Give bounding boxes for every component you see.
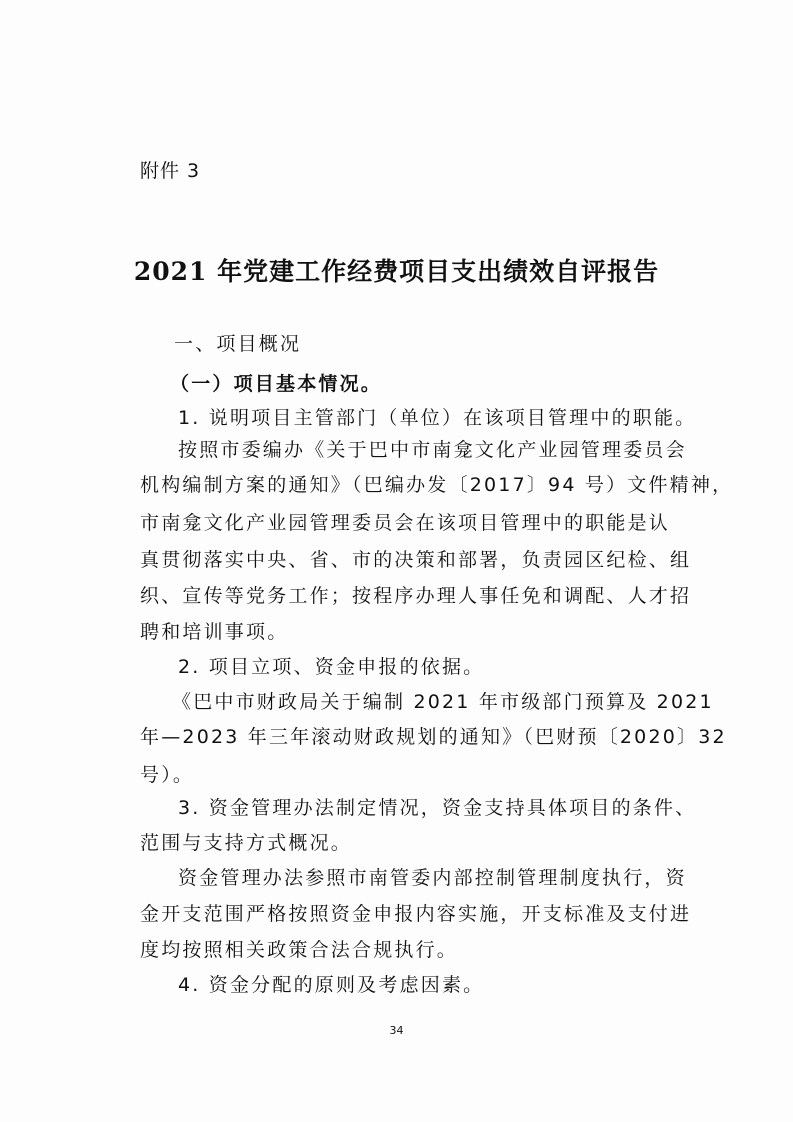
subsection-heading: （一）项目基本情况。 <box>170 373 383 395</box>
paragraph-line: 按照市委编办《关于巴中市南龛文化产业园管理委员会 <box>178 439 687 461</box>
paragraph-line: 资金管理办法参照市南管委内部控制管理制度执行，资 <box>178 867 687 889</box>
attachment-label: 附件 3 <box>140 160 201 182</box>
page-number: 34 <box>389 1024 404 1037</box>
paragraph-line: 《巴中市财政局关于编制 2021 年市级部门预算及 2021 <box>172 691 714 713</box>
paragraph-line: 机构编制方案的通知》（巴编办发〔2017〕94 号）文件精神， <box>140 474 734 496</box>
paragraph-line: 年—2023 年三年滚动财政规划的通知》（巴财预〔2020〕32 <box>140 726 727 748</box>
report-title: 2021 年党建工作经费项目支出绩效自评报告 <box>133 257 660 286</box>
paragraph-line: 聘和培训事项。 <box>140 621 289 643</box>
section-heading: 一、项目概况 <box>174 333 302 355</box>
paragraph-line: 号）。 <box>140 764 195 786</box>
item-heading: 1. 说明项目主管部门（单位）在该项目管理中的职能。 <box>178 407 697 429</box>
paragraph-line: 度均按照相关政策合法合规执行。 <box>140 939 459 961</box>
item-heading: 3. 资金管理办法制定情况，资金支持具体项目的条件、 <box>178 797 697 819</box>
paragraph-line: 范围与支持方式概况。 <box>140 832 353 854</box>
item-heading: 4. 资金分配的原则及考虑因素。 <box>178 974 485 996</box>
item-heading: 2. 项目立项、资金申报的依据。 <box>178 656 485 678</box>
paragraph-line: 织、宣传等党务工作；按程序办理人事任免和调配、人才招 <box>140 585 692 607</box>
paragraph-line: 市南龛文化产业园管理委员会在该项目管理中的职能是认 <box>140 512 671 534</box>
paragraph-line: 金开支范围严格按照资金申报内容实施，开支标准及支付进 <box>140 903 692 925</box>
paragraph-line: 真贯彻落实中央、省、市的决策和部署，负责园区纪检、组 <box>140 549 692 571</box>
